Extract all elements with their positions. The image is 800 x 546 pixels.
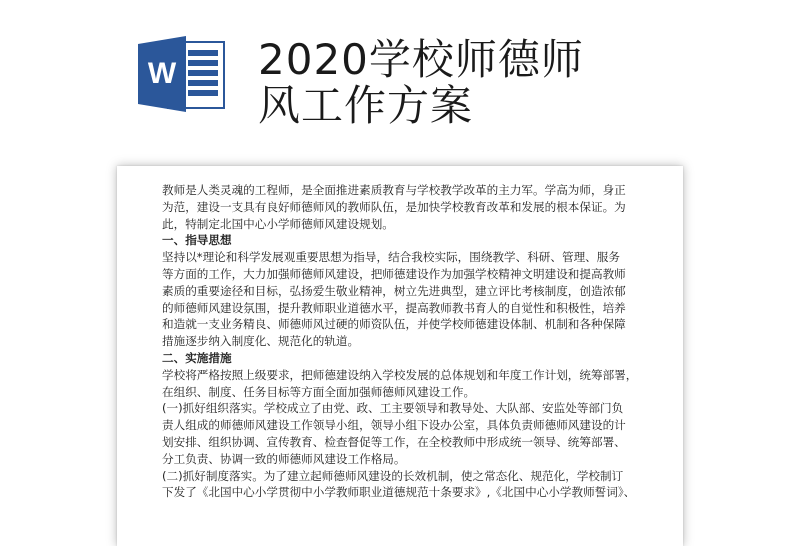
paragraph-line: 划安排、组织协调、宣传教育、检查督促等工作，在全校教师中形成统一领导、统筹部署、 <box>162 434 626 449</box>
section-heading: 一、指导思想 <box>162 233 232 248</box>
page-title <box>258 37 584 129</box>
paragraph-line: 坚持以*理论和科学发展观重要思想为指导，结合我校实际，围绕教学、科研、管理、服务 <box>162 250 620 265</box>
title-line-1: 2020学校师德师 <box>258 35 584 84</box>
paragraph-line: 和造就一支业务精良、师德师风过硬的师资队伍，并使学校师德建设体制、机制和各种保障 <box>162 317 626 332</box>
paragraph-line: 此，特制定北国中心小学师德师风建设规划。 <box>162 216 394 231</box>
header-banner <box>0 0 800 150</box>
paragraph-line: 在组织、制度、任务目标等方面全面加强师德师风建设工作。 <box>162 384 476 399</box>
paragraph-line: 素质的重要途径和目标，弘扬爱生敬业精神，树立先进典型，建立评比考核制度，创造浓郁 <box>162 283 626 298</box>
paragraph-line: 等方面的工作，大力加强师德师风建设，把师德建设作为加强学校精神文明建设和提高教师 <box>162 266 626 281</box>
paragraph-line: 的师德师风建设氛围，提升教师职业道德水平，提高教师教书育人的自觉性和积极性，培养 <box>162 300 626 315</box>
paragraph-line: 教师是人类灵魂的工程师，是全面推进素质教育与学校教学改革的主力军。学高为师，身正 <box>162 183 626 197</box>
document-body <box>162 182 640 501</box>
title-line-2: 风工作方案 <box>258 81 474 130</box>
paragraph-line: 分工负责、协调一致的师德师风建设工作格局。 <box>162 451 406 466</box>
word-document-icon <box>138 34 226 114</box>
paragraph-line: 学校将严格按照上级要求，把师德建设纳入学校发展的总体规划和年度工作计划，统筹部署， <box>162 367 638 382</box>
paragraph-line: (一)抓好组织落实。学校成立了由党、政、工主要领导和教导处、大队部、安监处等部门负 <box>162 401 624 416</box>
paragraph-line: (二)抓好制度落实。为了建立起师德师风建设的长效机制，使之常态化、规范化，学校制订 <box>162 468 624 483</box>
paragraph-line: 为范，建设一支具有良好师德师风的教师队伍，是加快学校教育改革和发展的根本保证。为 <box>162 199 626 214</box>
paragraph-line: 措施逐步纳入制度化、规范化的轨道。 <box>162 334 360 349</box>
section-heading: 二、实施措施 <box>162 350 232 365</box>
paragraph-line: 责人组成的师德师风建设工作领导小组，领导小组下设办公室，具体负责师德师风建设的计 <box>162 418 626 433</box>
paragraph-line: 下发了《北国中心小学贯彻中小学教师职业道德规范十条要求》,《北国中心小学教师誓词》、 <box>162 485 636 500</box>
svg-text:W: W <box>147 57 177 90</box>
